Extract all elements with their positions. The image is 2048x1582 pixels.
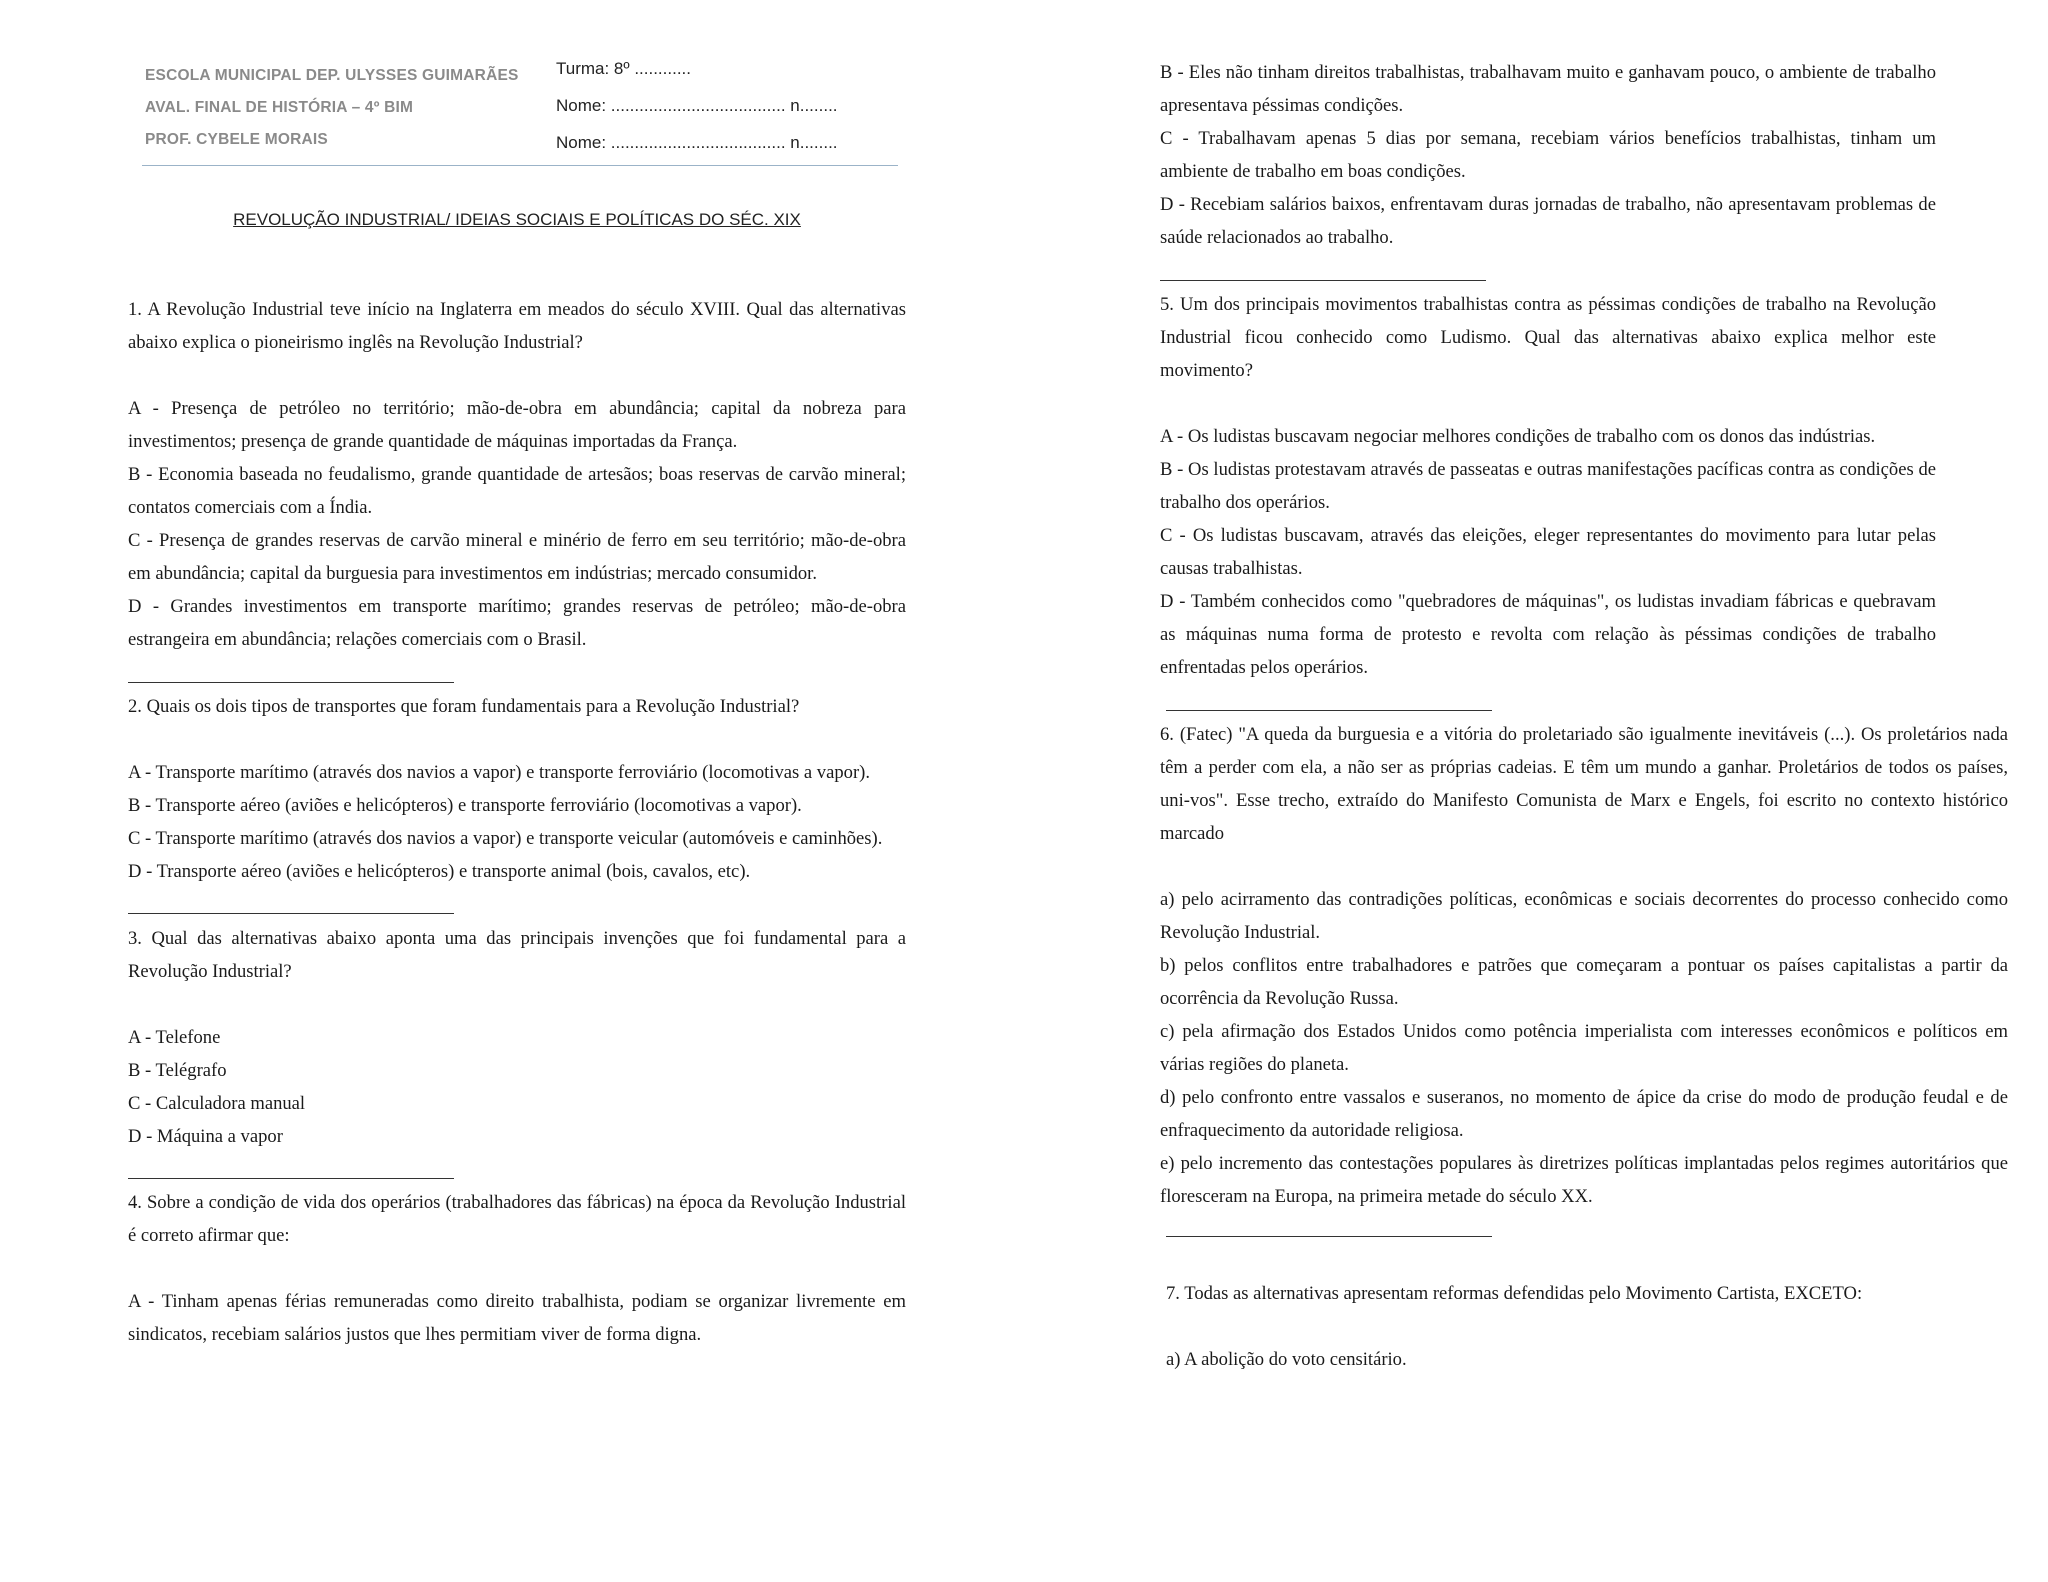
option-d: D - Grandes investimentos em transporte marítimo; grandes reservas de petróleo; mão-de-obra estrangeira em abundância; relações comerciais com o Brasil. [128, 596, 906, 650]
name-field-1[interactable]: Nome: ..................................... n........ [556, 96, 838, 115]
option-e: e) pelo incremento das contestações populares às diretrizes políticas implantadas pelos regimes autoritários que floresceram na Europa, na primeira metade do século XX. [1160, 1153, 2008, 1207]
question-6 [1160, 718, 2008, 1213]
option-c: C - Calculadora manual [128, 1093, 306, 1114]
question-text: 5. Um dos principais movimentos trabalhistas contra as péssimas condições de trabalho na Revolução Industrial ficou conhecido como Ludismo. Qual das alternativas abaixo explica melhor este movimento? [1160, 294, 1936, 381]
question-text: 2. Quais os dois tipos de transportes que foram fundamentais para a Revolução Industrial? [128, 696, 800, 717]
option-a: A - Tinham apenas férias remuneradas como direito trabalhista, podiam se organizar livremente em sindicatos, recebiam salários justos que lhes permitiam viver de forma digna. [128, 1291, 906, 1345]
student-fields [556, 50, 838, 161]
separator-line [128, 682, 454, 683]
option-a: A - Os ludistas buscavam negociar melhores condições de trabalho com os donos das indústrias. [1160, 426, 1876, 447]
question-text: 4. Sobre a condição de vida dos operários (trabalhadores das fábricas) na época da Revolução Industrial é correto afirmar que: [128, 1192, 906, 1246]
option-a: A - Presença de petróleo no território; mão-de-obra em abundância; capital da nobreza para investimentos; presença de grande quantidade de máquinas importadas da França. [128, 398, 906, 452]
option-b: B - Economia baseada no feudalismo, grande quantidade de artesãos; boas reservas de carvão mineral; contatos comerciais com a Índia. [128, 464, 906, 518]
turma-field[interactable]: Turma: 8º ............ [556, 59, 691, 78]
question-1 [128, 293, 906, 656]
question-7 [1166, 1277, 2008, 1376]
option-a: a) pelo acirramento das contradições políticas, econômicas e sociais decorrentes do processo conhecido como Revolução Industrial. [1160, 889, 2008, 943]
option-c: C - Os ludistas buscavam, através das eleições, eleger representantes do movimento para lutar pelas causas trabalhistas. [1160, 525, 1936, 579]
school-header [145, 60, 519, 156]
option-d: D - Transporte aéreo (aviões e helicópteros) e transporte animal (bois, cavalos, etc). [128, 861, 751, 882]
question-text: 3. Qual das alternativas abaixo aponta uma das principais invenções que foi fundamental para a Revolução Industrial? [128, 928, 906, 982]
question-4 [128, 1186, 906, 1351]
separator-line [1160, 280, 1486, 281]
separator-line [1166, 710, 1492, 711]
option-a: A - Transporte marítimo (através dos navios a vapor) e transporte ferroviário (locomotivas a vapor). [128, 762, 870, 783]
question-text: 7. Todas as alternativas apresentam reformas defendidas pelo Movimento Cartista, EXCETO: [1166, 1283, 1863, 1304]
question-text: 6. (Fatec) "A queda da burguesia e a vitória do proletariado são igualmente inevitáveis (...). Os proletários nada têm a perder com ela, a não ser as próprias cadeias. E têm um mundo a ganhar. Proletários de todos os países, uni-vos". Esse trecho, extraído do Manifesto Comunista de Marx e Engels, foi escrito no contexto histórico marcado [1160, 724, 2008, 844]
separator-line [128, 913, 454, 914]
option-c: C - Presença de grandes reservas de carvão mineral e minério de ferro em seu território; mão-de-obra em abundância; capital da burguesia para investimentos em indústrias; mercado consumidor. [128, 530, 906, 584]
option-a: a) A abolição do voto censitário. [1166, 1349, 1407, 1370]
option-d: d) pelo confronto entre vassalos e suseranos, no momento de ápice da crise do modo de produção feudal e de enfraquecimento da autoridade religiosa. [1160, 1087, 2008, 1141]
question-5 [1160, 288, 1936, 684]
name-field-2[interactable]: Nome: ..................................... n........ [556, 133, 838, 152]
option-a: A - Telefone [128, 1027, 221, 1048]
question-4-continued [1160, 56, 1936, 254]
option-c: C - Trabalhavam apenas 5 dias por semana, recebiam vários benefícios trabalhistas, tinham um ambiente de trabalho em boas condições. [1160, 128, 1936, 182]
option-b: B - Telégrafo [128, 1060, 227, 1081]
header-divider [142, 165, 898, 166]
school-name: ESCOLA MUNICIPAL DEP. ULYSSES GUIMARÃES [145, 67, 519, 84]
option-d: D - Também conhecidos como "quebradores de máquinas", os ludistas invadiam fábricas e quebravam as máquinas numa forma de protesto e revolta com relação às péssimas condições de trabalho enfrentadas pelos operários. [1160, 591, 1936, 678]
question-text: 1. A Revolução Industrial teve início na Inglaterra em meados do século XVIII. Qual das alternativas abaixo explica o pioneirismo inglês na Revolução Industrial? [128, 299, 906, 353]
page-title: REVOLUÇÃO INDUSTRIAL/ IDEIAS SOCIAIS E POLÍTICAS DO SÉC. XIX [233, 210, 801, 229]
separator-line [1166, 1236, 1492, 1237]
option-b: B - Eles não tinham direitos trabalhistas, trabalhavam muito e ganhavam pouco, o ambiente de trabalho apresentava péssimas condições. [1160, 62, 1936, 116]
option-d: D - Recebiam salários baixos, enfrentavam duras jornadas de trabalho, não apresentavam problemas de saúde relacionados ao trabalho. [1160, 194, 1936, 248]
question-3 [128, 922, 906, 1153]
exam-name: AVAL. FINAL DE HISTÓRIA – 4º BIM [145, 99, 414, 116]
option-b: b) pelos conflitos entre trabalhadores e patrões que começaram a pontuar os países capitalistas a partir da ocorrência da Revolução Russa. [1160, 955, 2008, 1009]
option-b: B - Transporte aéreo (aviões e helicópteros) e transporte ferroviário (locomotivas a vapor). [128, 795, 802, 816]
option-c: C - Transporte marítimo (através dos navios a vapor) e transporte veicular (automóveis e caminhões). [128, 828, 883, 849]
option-c: c) pela afirmação dos Estados Unidos como potência imperialista com interesses econômicos e políticos em várias regiões do planeta. [1160, 1021, 2008, 1075]
question-2 [128, 690, 906, 888]
teacher-name: PROF. CYBELE MORAIS [145, 131, 328, 148]
separator-line [128, 1178, 454, 1179]
option-d: D - Máquina a vapor [128, 1126, 283, 1147]
option-b: B - Os ludistas protestavam através de passeatas e outras manifestações pacíficas contra as condições de trabalho dos operários. [1160, 459, 1936, 513]
